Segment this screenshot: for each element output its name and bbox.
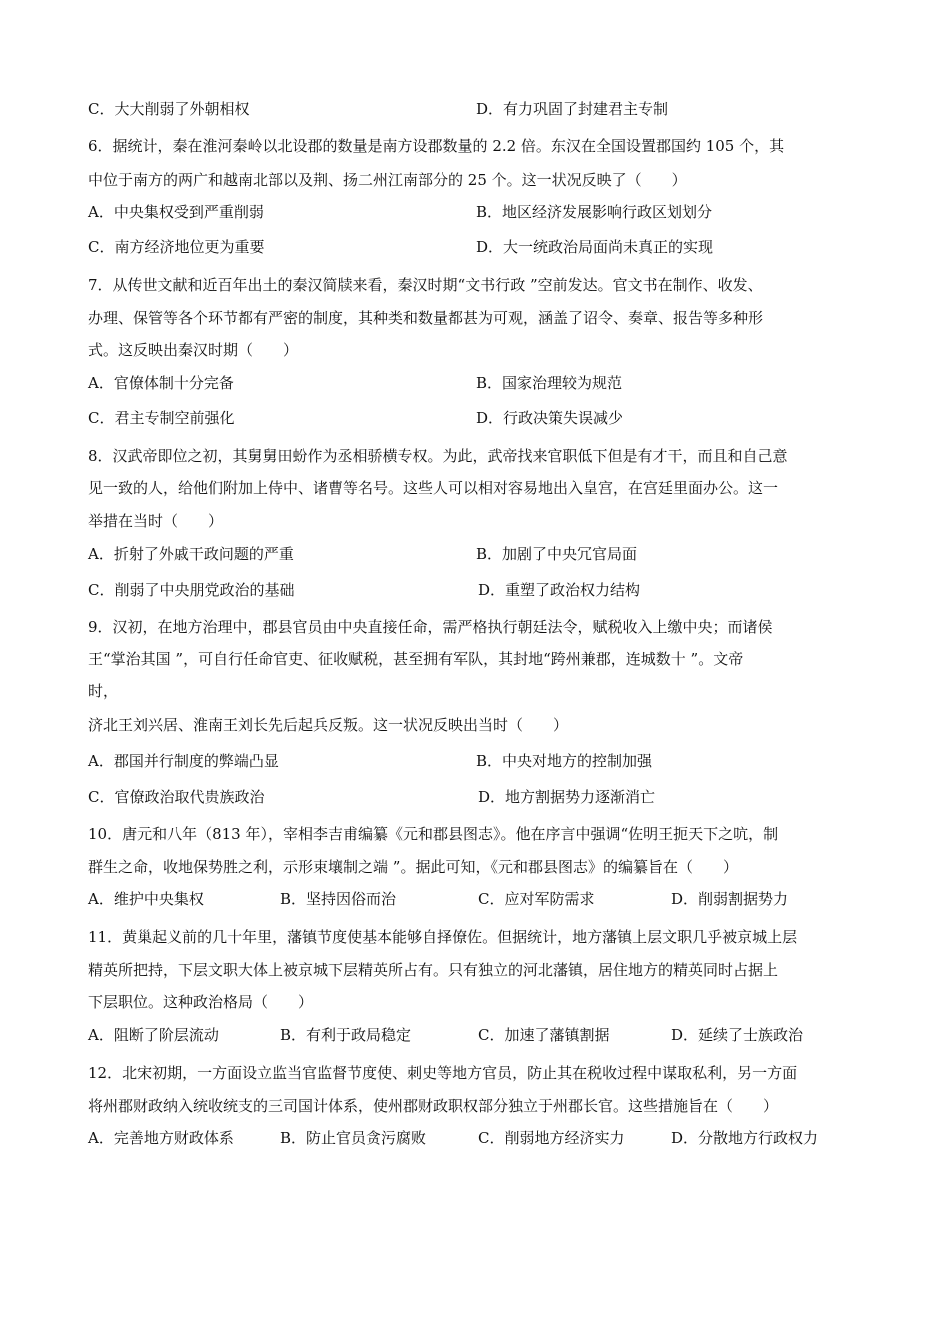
q12-stem-line: 将州郡财政纳入统收统支的三司国计体系，使州郡财政职权部分独立于州郡长官。这些措施旨在（ ） [88, 1097, 779, 1115]
q10-option-b: B．坚持因俗而治 [280, 890, 397, 908]
q7-stem-line: 办理、保管等各个环节都有严密的制度，其种类和数量都甚为可观，涵盖了诏令、奏章、报告等多种形 [88, 309, 764, 327]
q7-stem-line: 式。这反映出秦汉时期（ ） [88, 341, 299, 359]
q8-option-a: A．折射了外戚干政问题的严重 [88, 545, 294, 563]
q8-option-c: C．削弱了中央朋党政治的基础 [88, 581, 295, 599]
q9-stem-line: 时， [88, 682, 119, 700]
q6-option-a: A．中央集权受到严重削弱 [88, 203, 264, 221]
q11-option-c: C．加速了藩镇割据 [478, 1026, 610, 1044]
q12-stem-line: 12．北宋初期，一方面设立监当官监督节度使、刺史等地方官员，防止其在税收过程中谋取私利，另一方面 [88, 1064, 798, 1082]
q8-stem-line: 举措在当时（ ） [88, 512, 224, 530]
q6-option-b: B．地区经济发展影响行政区划划分 [476, 203, 713, 221]
q9-option-d: D．地方割据势力逐渐消亡 [478, 788, 656, 806]
q7-option-b: B．国家治理较为规范 [476, 374, 623, 392]
q8-stem-line: 8．汉武帝即位之初，其舅舅田蚡作为丞相骄横专权。为此，武帝找来官职低下但是有才干，而且和自己意 [88, 447, 788, 465]
q12-option-a: A．完善地方财政体系 [88, 1129, 234, 1147]
q11-stem-line: 11．黄巢起义前的几十年里，藩镇节度使基本能够自择僚佐。但据统计，地方藩镇上层文职几乎被京城上层 [88, 928, 798, 946]
q11-stem-line: 精英所把持，下层文职大体上被京城下层精英所占有。只有独立的河北藩镇，居住地方的精英同时占据上 [88, 961, 779, 979]
q11-option-d: D．延续了士族政治 [671, 1026, 804, 1044]
q7-stem-line: 7．从传世文献和近百年出土的秦汉简牍来看，秦汉时期“文书行政 ”空前发达。官文书在制作、收发、 [88, 276, 763, 294]
q11-option-a: A．阻断了阶层流动 [88, 1026, 219, 1044]
q12-option-b: B．防止官员贪污腐败 [280, 1129, 427, 1147]
q9-option-b: B．中央对地方的控制加强 [476, 752, 653, 770]
q12-option-d: D．分散地方行政权力 [671, 1129, 819, 1147]
q12-option-c: C．削弱地方经济实力 [478, 1129, 625, 1147]
q8-option-b: B．加剧了中央冗官局面 [476, 545, 638, 563]
q9-option-c: C．官僚政治取代贵族政治 [88, 788, 265, 806]
q11-option-b: B．有利于政局稳定 [280, 1026, 412, 1044]
q9-stem-line: 9．汉初，在地方治理中，郡县官员由中央直接任命，需严格执行朝廷法令，赋税收入上缴中央；而诸侯 [88, 618, 773, 636]
q9-stem-line: 王“掌治其国 ”，可自行任命官吏、征收赋税，甚至拥有军队，其封地“跨州兼郡，连城数十 ”。文帝 [88, 650, 744, 668]
q9-option-a: A．郡国并行制度的弊端凸显 [88, 752, 279, 770]
q7-option-a: A．官僚体制十分完备 [88, 374, 234, 392]
q8-stem-line: 见一致的人，给他们附加上侍中、诸曹等名号。这些人可以相对容易地出入皇宫，在宫廷里面办公。这一 [88, 479, 779, 497]
q7-option-d: D．行政决策失误减少 [476, 409, 624, 427]
q11-stem-line: 下层职位。这种政治格局（ ） [88, 993, 314, 1011]
q5-option-c: C．大大削弱了外朝相权 [88, 100, 250, 118]
q10-stem-line: 10．唐元和八年（813 年），宰相李吉甫编纂《元和郡县图志》。他在序言中强调“佐明王扼天下之吭，制 [88, 825, 779, 843]
q10-option-a: A．维护中央集权 [88, 890, 204, 908]
q7-option-c: C．君主专制空前强化 [88, 409, 235, 427]
q9-stem-line: 济北王刘兴居、淮南王刘长先后起兵反叛。这一状况反映出当时（ ） [88, 716, 569, 734]
q10-option-d: D．削弱割据势力 [671, 890, 789, 908]
q6-option-d: D．大一统政治局面尚未真正的实现 [476, 238, 714, 256]
q6-stem-line: 中位于南方的两广和越南北部以及荆、扬二州江南部分的 25 个。这一状况反映了（ ） [88, 171, 687, 189]
q6-option-c: C．南方经济地位更为重要 [88, 238, 265, 256]
q8-option-d: D．重塑了政治权力结构 [478, 581, 641, 599]
q5-option-d: D．有力巩固了封建君主专制 [476, 100, 669, 118]
q6-stem-line: 6．据统计，秦在淮河秦岭以北设郡的数量是南方设郡数量的 2.2 倍。东汉在全国设置郡国约 105 个，其 [88, 137, 785, 155]
q10-option-c: C．应对军防需求 [478, 890, 595, 908]
q10-stem-line: 群生之命，收地保势胜之利，示形束壤制之端 ”。据此可知，《元和郡县图志》的编纂旨在（ ） [88, 858, 738, 876]
